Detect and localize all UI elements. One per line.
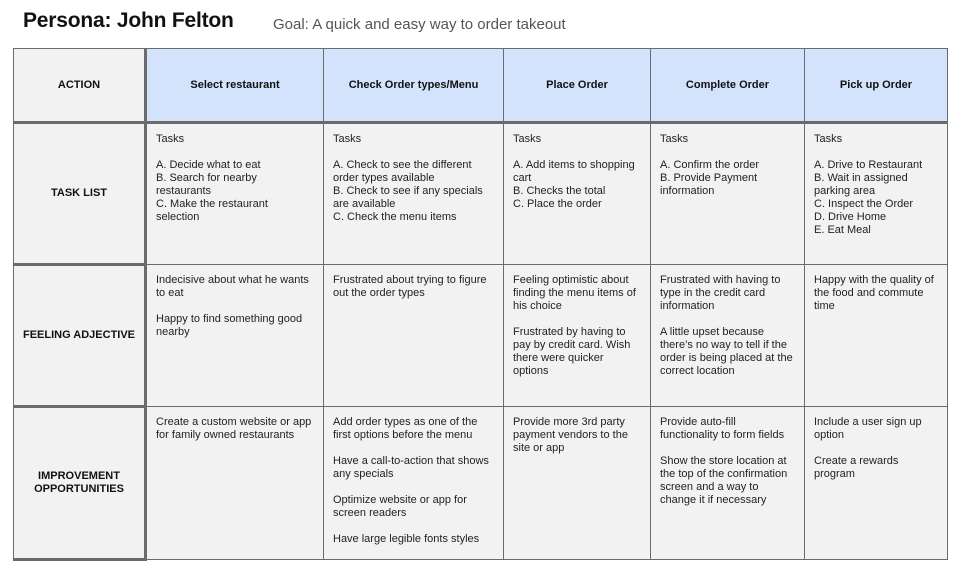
- tasks-heading: Tasks: [156, 133, 185, 145]
- task-item: A. Drive to Restaurant: [814, 159, 923, 171]
- improvement-text: Create a custom website or app for family owned restaurants: [156, 416, 312, 441]
- stage-place-order: Place Order: [504, 49, 651, 123]
- task-item: C. Inspect the Order: [814, 198, 914, 210]
- task-list-label: TASK LIST: [14, 123, 146, 265]
- improvement-cell: [324, 407, 504, 560]
- feeling-cell: [146, 265, 324, 407]
- task-item: B. Search for nearby restaurants: [156, 172, 257, 197]
- feeling-text: Frustrated about trying to figure out the order types: [333, 274, 487, 299]
- task-item: A. Confirm the order: [660, 159, 760, 171]
- feeling-cell: [651, 265, 805, 407]
- feeling-text: Feeling optimistic about finding the menu items of his choice: [513, 274, 636, 312]
- stage-pick-up-order: Pick up Order: [805, 49, 948, 123]
- task-list-row: [14, 123, 948, 265]
- improvement-cell: [651, 407, 805, 560]
- tasks-heading: Tasks: [660, 133, 689, 145]
- improvement-text: Have a call-to-action that shows any specials: [333, 455, 489, 480]
- stage-header-row: [14, 49, 948, 123]
- task-item: B. Checks the total: [513, 185, 606, 197]
- journey-map-table: [13, 48, 948, 561]
- improvement-text: Include a user sign up option: [814, 416, 922, 441]
- task-cell: [324, 123, 504, 265]
- task-item: A. Check to see the different order types available: [333, 159, 472, 184]
- task-item: C. Check the menu items: [333, 211, 457, 223]
- task-cell: [651, 123, 805, 265]
- tasks-heading: Tasks: [814, 133, 843, 145]
- improvement-text: Create a rewards program: [814, 455, 899, 480]
- improvement-text: Optimize website or app for screen readers: [333, 494, 467, 519]
- task-item: B. Wait in assigned parking area: [814, 172, 908, 197]
- feeling-cell: [504, 265, 651, 407]
- stage-select-restaurant: Select restaurant: [146, 49, 324, 123]
- feeling-text: A little upset because there’s no way to tell if the order is being placed at the correct location: [660, 326, 793, 377]
- feeling-text: Happy to find something good nearby: [156, 313, 303, 338]
- task-item: C. Make the restaurant selection: [156, 198, 268, 223]
- tasks-heading: Tasks: [513, 133, 542, 145]
- action-header: ACTION: [14, 49, 146, 123]
- task-item: E. Eat Meal: [814, 224, 871, 236]
- improvement-opportunities-row: [14, 407, 948, 560]
- stage-complete-order: Complete Order: [651, 49, 805, 123]
- task-item: A. Decide what to eat: [156, 159, 261, 171]
- persona-goal: Goal: A quick and easy way to order takeout: [273, 16, 566, 33]
- feeling-text: Happy with the quality of the food and commute time: [814, 274, 934, 312]
- feeling-text: Indecisive about what he wants to eat: [156, 274, 309, 299]
- improvement-cell: [504, 407, 651, 560]
- improvement-text: Have large legible fonts styles: [333, 533, 480, 545]
- feeling-text: Frustrated by having to pay by credit card. Wish there were quicker options: [513, 326, 631, 377]
- task-cell: [805, 123, 948, 265]
- improvement-text: Provide more 3rd party payment vendors to the site or app: [513, 416, 628, 454]
- page-title: Persona: John Felton: [23, 9, 234, 32]
- improvement-cell: [146, 407, 324, 560]
- improvement-opportunities-label: IMPROVEMENT OPPORTUNITIES: [14, 407, 146, 560]
- feeling-cell: [805, 265, 948, 407]
- task-item: C. Place the order: [513, 198, 602, 210]
- improvement-text: Show the store location at the top of the confirmation screen and a way to change it if necessary: [660, 455, 788, 506]
- feeling-adjective-row: [14, 265, 948, 407]
- feeling-cell: [324, 265, 504, 407]
- improvement-text: Add order types as one of the first options before the menu: [333, 416, 478, 441]
- task-item: D. Drive Home: [814, 211, 887, 223]
- task-item: B. Provide Payment information: [660, 172, 758, 197]
- task-cell: [146, 123, 324, 265]
- feeling-adjective-label: FEELING ADJECTIVE: [14, 265, 146, 407]
- improvement-cell: [805, 407, 948, 560]
- task-item: B. Check to see if any specials are available: [333, 185, 483, 210]
- task-item: A. Add items to shopping cart: [513, 159, 635, 184]
- improvement-text: Provide auto-fill functionality to form fields: [660, 416, 785, 441]
- task-cell: [504, 123, 651, 265]
- tasks-heading: Tasks: [333, 133, 362, 145]
- stage-check-order-types: Check Order types/Menu: [324, 49, 504, 123]
- feeling-text: Frustrated with having to type in the credit card information: [660, 274, 781, 312]
